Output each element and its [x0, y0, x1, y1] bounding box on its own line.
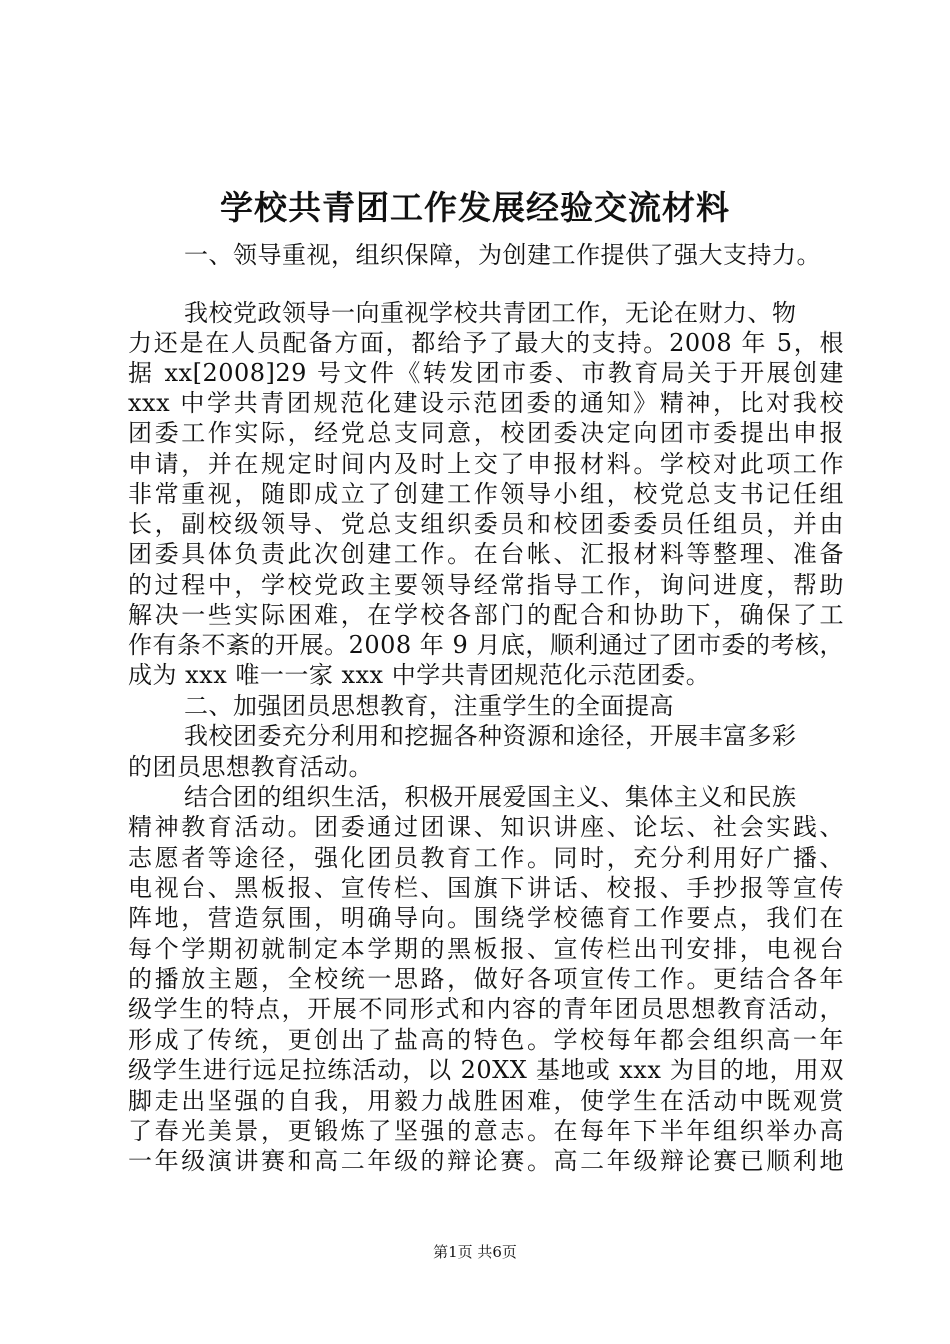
heading-section-2: 二、加强团员思想教育，注重学生的全面提高 [184, 692, 674, 720]
paragraph-line: 每个学期初就制定本学期的黑板报、宣传栏出刊安排，电视台 [128, 935, 844, 963]
page-footer: 第1页 共6页 [433, 1243, 517, 1261]
paragraph-line: 解决一些实际困难，在学校各部门的配合和协助下，确保了工 [128, 601, 844, 629]
paragraph-line: 一年级演讲赛和高二年级的辩论赛。高二年级辩论赛已顺利地 [128, 1147, 844, 1175]
paragraph-line: 电视台、黑板报、宣传栏、国旗下讲话、校报、手抄报等宣传 [128, 874, 844, 902]
paragraph-line: 据 xx[2008]29 号文件《转发团市委、市教育局关于开展创建 [128, 359, 844, 387]
paragraph-line: xxx 中学共青团规范化建设示范团委的通知》精神，比对我校 [128, 389, 844, 417]
paragraph-line: 形成了传统，更创出了盐高的特色。学校每年都会组织高一年 [128, 1026, 844, 1054]
paragraph-line: 力还是在人员配备方面，都给予了最大的支持。2008 年 5，根 [128, 329, 844, 357]
paragraph-line: 申请，并在规定时间内及时上交了申报材料。学校对此项工作 [128, 450, 844, 478]
paragraph-line: 精神教育活动。团委通过团课、知识讲座、论坛、社会实践、 [128, 813, 844, 841]
paragraph-line: 成为 xxx 唯一一家 xxx 中学共青团规范化示范团委。 [128, 661, 711, 689]
paragraph-line: 作有条不紊的开展。2008 年 9 月底，顺利通过了团市委的考核， [128, 631, 844, 659]
paragraph-line: 了春光美景，更锻炼了坚强的意志。在每年下半年组织举办高 [128, 1117, 844, 1145]
heading-section-1: 一、领导重视，组织保障，为创建工作提供了强大支持力。 [184, 241, 821, 269]
paragraph-line: 的播放主题，全校统一思路，做好各项宣传工作。更结合各年 [128, 965, 844, 993]
paragraph-line: 长，副校级领导、党总支组织委员和校团委委员任组员，并由 [128, 510, 844, 538]
paragraph-line: 级学生的特点，开展不同形式和内容的青年团员思想教育活动， [128, 995, 844, 1023]
paragraph-line: 团委具体负责此次创建工作。在台帐、汇报材料等整理、准备 [128, 540, 844, 568]
paragraph-line: 的过程中，学校党政主要领导经常指导工作，询问进度，帮助 [128, 571, 844, 599]
paragraph-line: 非常重视，随即成立了创建工作领导小组，校党总支书记任组 [128, 480, 844, 508]
document-title: 学校共青团工作发展经验交流材料 [220, 188, 730, 227]
paragraph-line: 团委工作实际，经党总支同意，校团委决定向团市委提出申报 [128, 419, 844, 447]
paragraph-line: 我校团委充分利用和挖掘各种资源和途径，开展丰富多彩 [184, 722, 797, 750]
paragraph-line: 志愿者等途径，强化团员教育工作。同时，充分利用好广播、 [128, 844, 844, 872]
paragraph-line: 级学生进行远足拉练活动，以 20XX 基地或 xxx 为目的地，用双 [128, 1056, 844, 1084]
paragraph-line: 阵地，营造氛围，明确导向。围绕学校德育工作要点，我们在 [128, 904, 844, 932]
paragraph-line: 我校党政领导一向重视学校共青团工作，无论在财力、物 [184, 299, 797, 327]
paragraph-line: 结合团的组织生活，积极开展爱国主义、集体主义和民族 [184, 783, 797, 811]
paragraph-line: 脚走出坚强的自我，用毅力战胜困难，使学生在活动中既观赏 [128, 1087, 844, 1115]
paragraph-line: 的团员思想教育活动。 [128, 753, 373, 781]
